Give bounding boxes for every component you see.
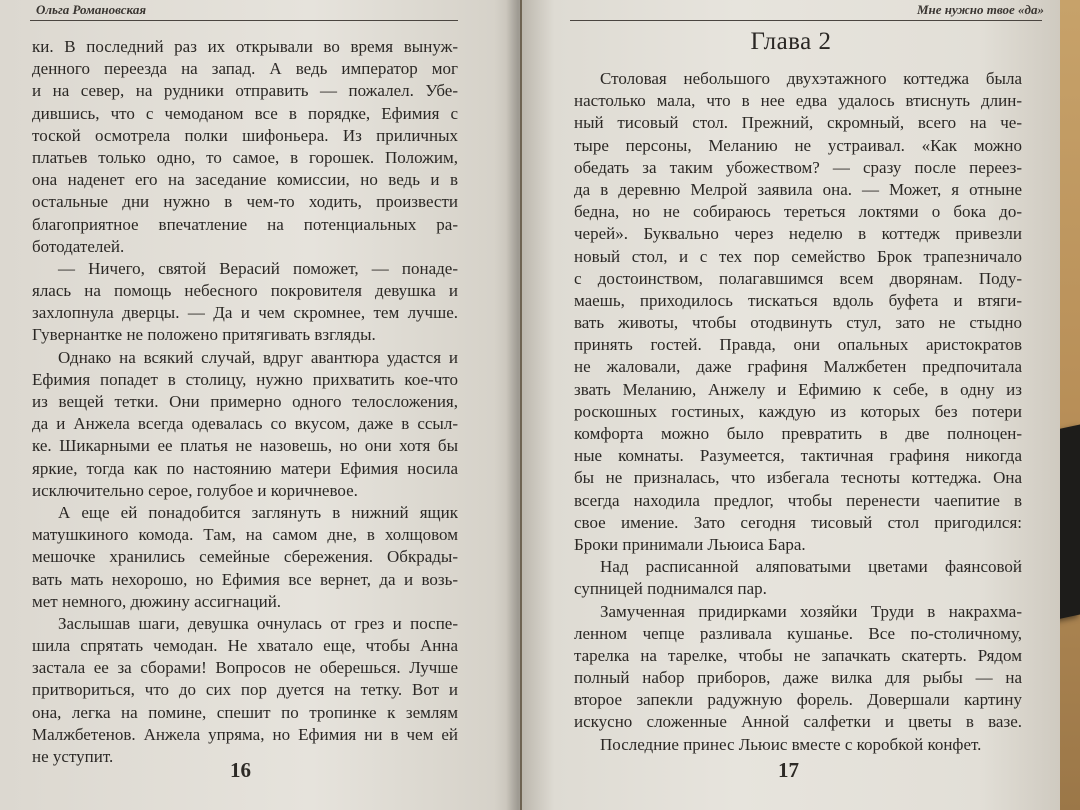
text-line: она, легка на помине, спешит по тропинке к землям <box>32 702 458 722</box>
text-line: яркие, тогда как по настоянию матери Ефимия носила <box>32 458 458 478</box>
text-line: принять гостей. Правда, они опальных аристократов <box>574 335 1022 355</box>
text-line: не жаловали, даже графиня Малжбетен предпочитала <box>574 357 1022 377</box>
text-line: да в деревню Мелрой заявила она. — Может, я отныне <box>574 179 1022 199</box>
text-line: и на север, на рудники отправить — пожалел. Убе- <box>32 81 458 101</box>
text-line: черей». Буквально через неделю в коттедж привезли <box>574 224 1022 244</box>
right-running-head: Мне нужно твое «да» <box>916 2 1044 17</box>
left-header-rule <box>30 20 458 21</box>
text-line: остальные дни нужно в чем-то ходить, произвести <box>32 192 458 212</box>
text-line: да и Анжела всегда одевалась со вкусом, даже в ссыл- <box>32 414 458 434</box>
text-line: ные комнаты. Разумеется, тактичная графиня никогда <box>574 446 1022 466</box>
text-line: захлопнула дверцы. — Да и чем скромнее, тем лучше. <box>32 303 458 323</box>
left-running-head: Ольга Романовская <box>36 2 147 17</box>
text-line: застала ее за сборами! Вопросов не оберешься. Лучше <box>32 658 458 678</box>
text-line: исключительно серое, голубое и коричневое. <box>32 480 358 500</box>
text-line: свое имение. Зато сегодня тисовый стол пригодился: <box>574 512 1022 532</box>
left-page <box>0 0 520 810</box>
text-line: всегда находила предлог, чтобы перенести чаепитие в <box>574 490 1022 510</box>
text-line: притвориться, что до сих пор дуется на тетку. Вот и <box>32 680 458 700</box>
right-page <box>522 0 1060 810</box>
text-line: настолько мала, что в нее едва удалось втиснуть длин- <box>574 91 1022 111</box>
text-line: обедать за таким убожеством? — сразу после переез- <box>574 157 1022 177</box>
text-line: не уступит. <box>32 747 114 766</box>
text-line: Ефимия попадет в столицу, нужно прихватить кое-что <box>32 369 458 389</box>
left-body-text <box>32 36 458 768</box>
text-line: с достоинством, полагавшимся всем дворянам. Поду- <box>574 268 1022 288</box>
text-line: тыре персоны, Меланию не устраивал. «Как можно <box>574 135 1022 155</box>
text-line: тоской осмотрела полки шифоньера. Из приличных <box>32 125 458 145</box>
text-line: второе запекли радужную форель. Довершали картину <box>574 690 1022 710</box>
text-line: Последние принес Льюис вместе с коробкой конфет. <box>600 734 982 754</box>
text-line: она наденет его на заседание комиссии, но ведь и в <box>32 170 458 190</box>
right-header-rule <box>570 20 1042 21</box>
text-line: Над расписанной аляповатыми цветами фаянсовой <box>600 557 1022 577</box>
text-line: благоприятное впечатление на потенциальных ра- <box>32 214 458 234</box>
text-line: звать Меланию, Анжелу и Ефимию к себе, в одну из <box>574 379 1022 399</box>
chapter-title: Глава 2 <box>750 28 832 55</box>
text-line: мешочке хранились семейные сбережения. Обкрады- <box>32 547 458 567</box>
text-line: мет немного, дюжину ассигнаций. <box>32 591 282 611</box>
text-line: матушкиного комода. Там, на самом дне, в холщовом <box>32 525 458 545</box>
text-line: Замученная придирками хозяйки Труди в накрахма- <box>600 601 1022 621</box>
text-line: денного переезда на запад. А ведь император мог <box>32 59 458 79</box>
text-line: ботодателей. <box>32 236 125 256</box>
text-line: Однако на всякий случай, вдруг авантюра удастся и <box>58 347 458 367</box>
text-line: тарелка на тарелке, чтобы не запачкать скатерть. Рядом <box>574 645 1022 665</box>
text-line: вать мать нехорошо, но Ефимия все вернет, да и возь- <box>32 569 458 589</box>
text-line: роскошных гостиных, каждую из которых без потери <box>574 401 1022 421</box>
text-line: Малжбетенов. Анжела упряма, но Ефимия ни в чем ей <box>32 724 458 744</box>
text-line: ный тисовый стол. Прежний, скромный, всего на че- <box>574 113 1022 133</box>
text-line: ке. Шикарными ее платья не назовешь, но они хотя бы <box>32 436 458 456</box>
text-line: из вещей тетки. Они примерно одного телосложения, <box>32 392 458 411</box>
text-line: А еще ей понадобится заглянуть в нижний ящик <box>58 502 458 522</box>
text-line: новый стол, и с тех пор семейство Брок трапезничало <box>574 246 1022 266</box>
text-line: ленном чепце разливала кушанье. Все по-столичному, <box>574 623 1022 643</box>
text-line: платьев только одно, то самое, в горошек. Положим, <box>32 147 458 167</box>
text-line: дившись, что с чемоданом все в порядке, Ефимия с <box>32 103 458 123</box>
text-line: бы не призналась, что избегала тесноты коттеджа. Она <box>574 468 1022 488</box>
text-line: маешь, приходилось тискаться вдоль буфета и втяги- <box>574 290 1022 310</box>
text-line: Столовая небольшого двухэтажного коттеджа была <box>600 69 1022 88</box>
text-line: супницей поднимался пар. <box>574 579 767 599</box>
text-line: бедна, но не собираюсь тереться локтями о бока до- <box>574 202 1022 222</box>
text-line: комфорта можно было превратить в две полноцен- <box>574 424 1022 443</box>
text-line: искусно сложенные Анной салфетки и цветы в вазе. <box>574 712 1022 732</box>
text-line: Заслышав шаги, девушка очнулась от грез и поспе- <box>58 613 458 633</box>
text-line: шила спрятать чемодан. Не хватало еще, чтобы Анна <box>32 636 458 656</box>
text-line: ялась на помощь небесного покровителя девушка и <box>32 281 458 301</box>
left-page-number: 16 <box>230 758 251 782</box>
text-line: вать животы, чтобы отодвинуть стул, зато не стыдно <box>574 313 1022 333</box>
text-line: ки. В последний раз их открывали во время вынуж- <box>32 37 458 56</box>
right-page-number: 17 <box>778 758 799 782</box>
right-body-text <box>574 68 1022 756</box>
text-line: Броки принимали Льюиса Бара. <box>574 534 806 554</box>
text-line: полный набор приборов, даже вилка для рыбы — на <box>574 668 1022 688</box>
text-line: Гувернантке не положено притягивать взгляды. <box>32 325 376 345</box>
text-line: — Ничего, святой Верасий поможет, — понаде- <box>58 258 458 278</box>
